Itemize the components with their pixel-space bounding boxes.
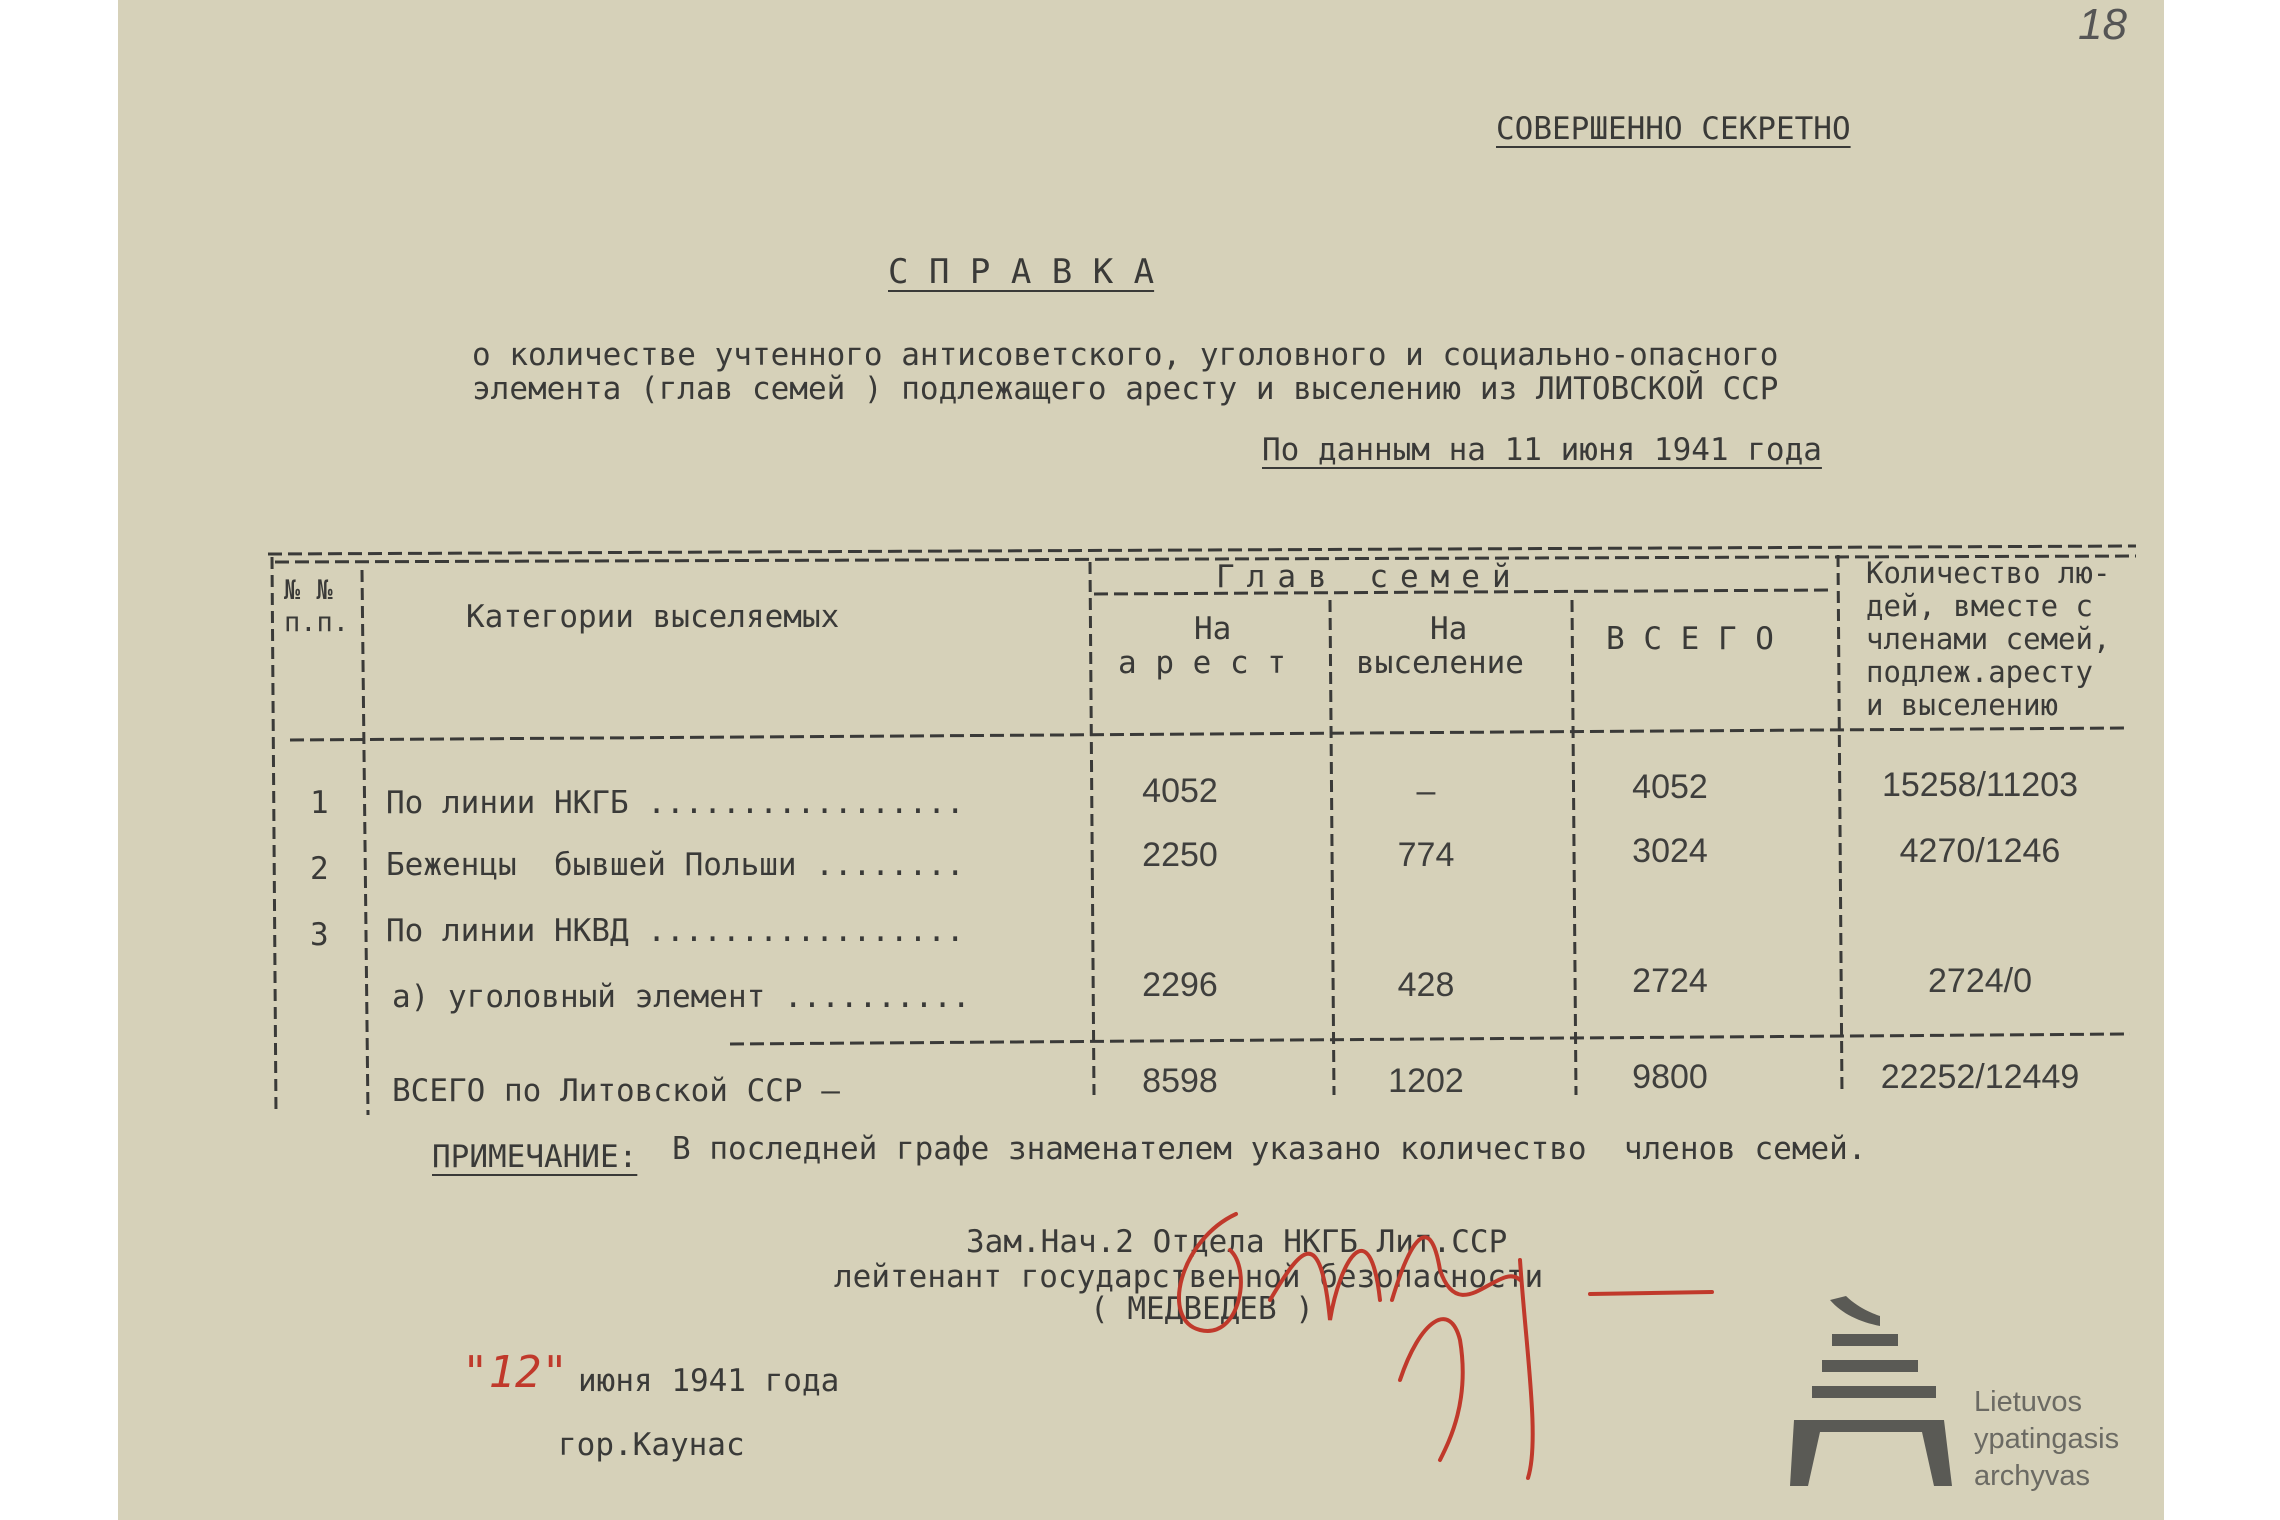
date-day-handwritten: "12"	[462, 1347, 568, 1398]
row-category: Беженцы бывшей Польши ........	[386, 847, 965, 883]
row-category: По линии НКГБ .................	[386, 785, 965, 821]
date-line: По данным на 11 июня 1941 года	[1262, 432, 1822, 468]
header-eviction-2: выселение	[1356, 645, 1524, 681]
row-arrest: 4052	[1142, 772, 1218, 810]
header-people-5: и выселению	[1866, 688, 2059, 722]
header-people-1: Количество лю-	[1866, 556, 2111, 590]
row-people: 4270/1246	[1899, 832, 2061, 870]
total-arrest: 8598	[1142, 1062, 1218, 1100]
header-arrest-2: а р е с т	[1118, 645, 1286, 681]
archive-logo-text-3: archyvas	[1974, 1460, 2091, 1492]
classification-stamp: СОВЕРШЕННО СЕКРЕТНО	[1496, 111, 1851, 147]
row-eviction: 774	[1397, 836, 1455, 874]
row-eviction: –	[1416, 772, 1436, 810]
place: гор.Каунас	[558, 1427, 745, 1463]
header-category: Категории выселяемых	[466, 599, 840, 635]
archive-logo-text-2: ypatingasis	[1974, 1423, 2120, 1455]
row-category: По линии НКВД .................	[386, 913, 965, 949]
subtitle-line-2: элемента (глав семей ) подлежащего аресту и выселению из ЛИТОВСКОЙ ССР	[472, 371, 1779, 407]
archive-logo-text-1: Lietuvos	[1974, 1386, 2083, 1418]
header-heads-of-families: Глав семей	[1216, 559, 1523, 595]
header-eviction-1: На	[1430, 611, 1468, 647]
note-text: В последней графе знаменателем указано количество членов семей.	[672, 1131, 1867, 1167]
header-people-4: подлеж.аресту	[1866, 655, 2093, 689]
header-num-2: п.п.	[284, 607, 350, 638]
signer-rank: лейтенант государственной безопасности	[834, 1259, 1544, 1295]
header-people-3: членами семей,	[1866, 622, 2111, 656]
date-month-year: июня 1941 года	[578, 1363, 840, 1399]
row-total: 2724	[1632, 962, 1708, 1000]
row-total: 3024	[1632, 832, 1708, 870]
header-people-2: дей, вместе с	[1866, 589, 2093, 623]
subtitle-line-1: о количестве учтенного антисоветского, уголовного и социально-опасного	[472, 337, 1779, 373]
page-number-handwritten: 18	[2078, 0, 2127, 49]
row-num: 2	[310, 851, 329, 887]
header-total: В С Е Г О	[1606, 621, 1774, 657]
note-label: ПРИМЕЧАНИЕ:	[432, 1139, 638, 1175]
header-arrest-1: На	[1194, 611, 1232, 647]
header-num-1: № №	[284, 575, 333, 606]
total-people: 22252/12449	[1880, 1058, 2080, 1096]
total-eviction: 1202	[1388, 1062, 1464, 1100]
signer-position: Зам.Нач.2 Отдела НКГБ Лит.ССР	[966, 1224, 1508, 1260]
signer-name: ( МЕДВЕДЕВ )	[1090, 1291, 1314, 1327]
row-arrest: 2250	[1142, 836, 1218, 874]
row-num: 1	[310, 785, 329, 821]
document-title: С П Р А В К А	[888, 252, 1155, 292]
total-row-label: ВСЕГО по Литовской ССР –	[392, 1073, 840, 1109]
row-total: 4052	[1632, 768, 1708, 806]
row-eviction: 428	[1397, 966, 1455, 1004]
row-num: 3	[310, 917, 329, 953]
row-people: 2724/0	[1928, 962, 2032, 1000]
total-total: 9800	[1632, 1058, 1708, 1096]
row-arrest: 2296	[1142, 966, 1218, 1004]
row-people: 15258/11203	[1881, 766, 2078, 804]
row-category: а) уголовный элемент ..........	[392, 979, 971, 1015]
